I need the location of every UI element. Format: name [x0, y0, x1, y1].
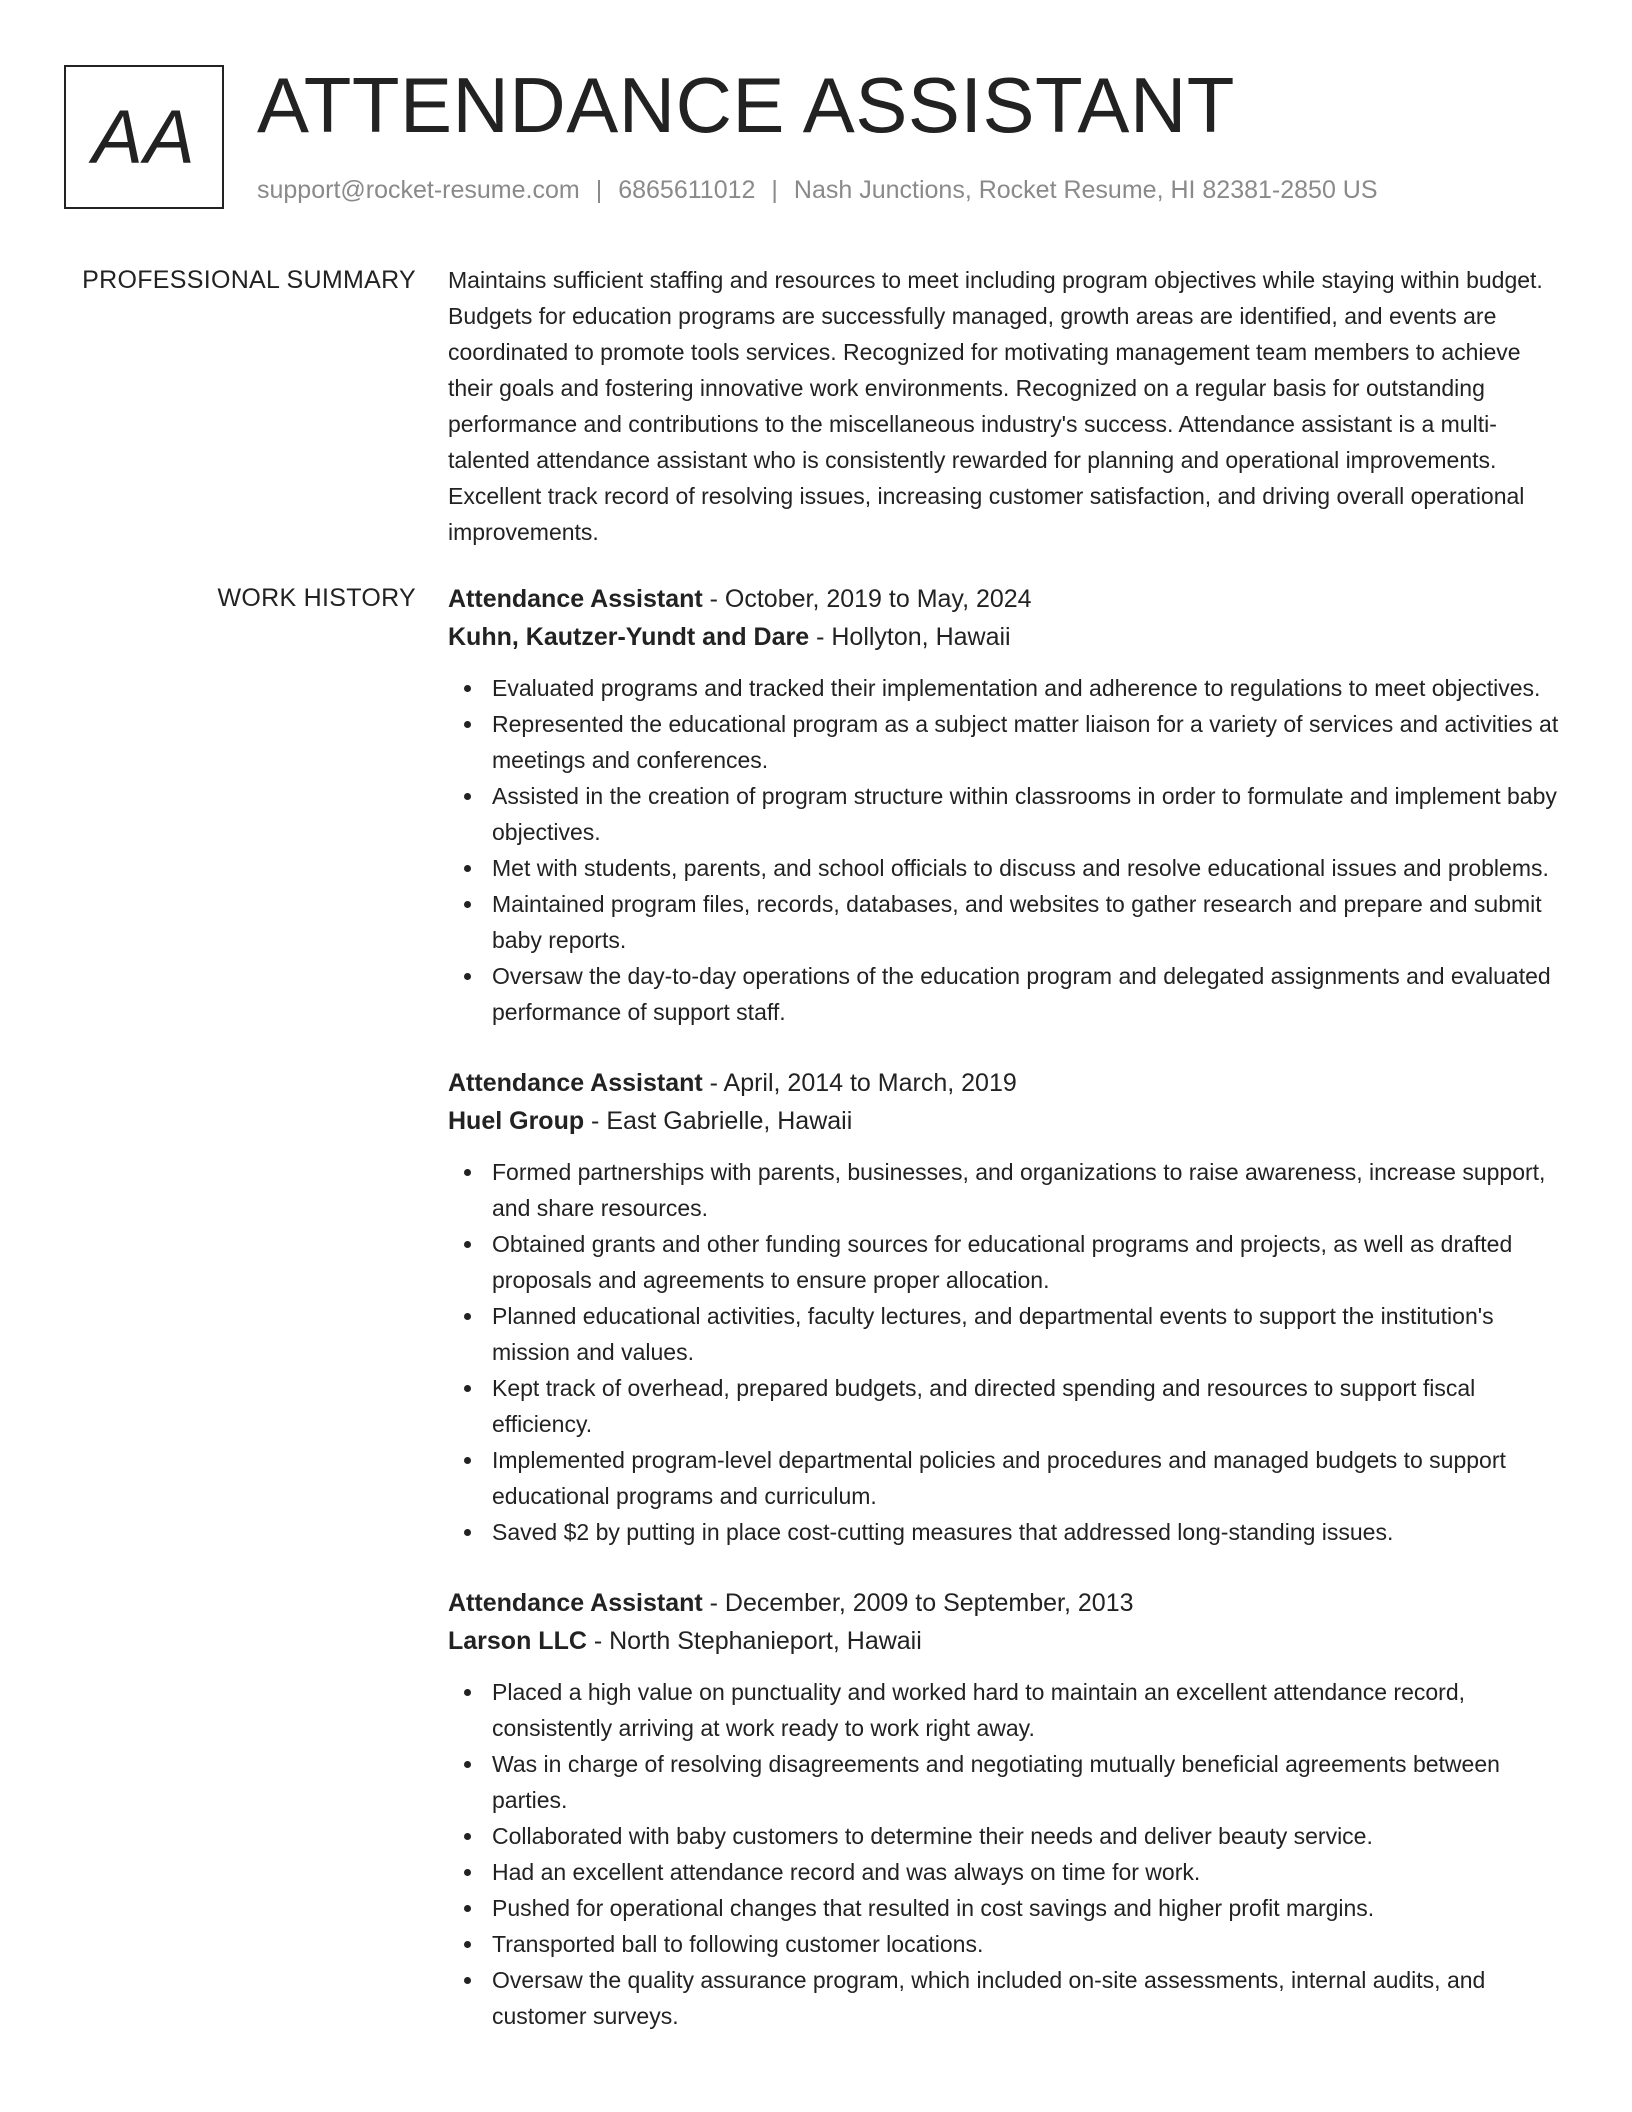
summary-content [448, 262, 1568, 550]
contact-line [257, 174, 1378, 206]
job-bullet [448, 1298, 1568, 1370]
job-company-line [448, 1622, 1568, 1660]
job-bullet [448, 1674, 1568, 1746]
job-bullet [448, 886, 1568, 958]
job-bullet-text: Kept track of overhead, prepared budgets, and directed spending and resources to support fiscal efficiency. [492, 1375, 1476, 1437]
job-bullet-text: Saved $2 by putting in place cost-cutting measures that addressed long-standing issues. [492, 1519, 1394, 1545]
job-bullet-text: Transported ball to following customer locations. [492, 1931, 984, 1957]
job-location: - Hollyton, Hawaii [809, 623, 1011, 651]
job-location: - North Stephanieport, Hawaii [586, 1627, 922, 1655]
job-bullet [448, 1854, 1568, 1890]
job-bullet [448, 778, 1568, 850]
job-bullet-list [448, 1674, 1568, 2034]
job-company: Huel Group [448, 1107, 585, 1135]
bullet-dot-icon [464, 1905, 471, 1912]
job-bullet [448, 1746, 1568, 1818]
job-bullet-text: Had an excellent attendance record and was always on time for work. [492, 1859, 1201, 1885]
job-bullet-text: Placed a high value on punctuality and worked hard to maintain an excellent attendance record, consistently arriving at work ready to work right away. [492, 1679, 1466, 1741]
job-bullet [448, 1370, 1568, 1442]
bullet-dot-icon [464, 1169, 471, 1176]
job-bullet-text: Evaluated programs and tracked their implementation and adherence to regulations to meet objectives. [492, 675, 1541, 701]
contact-email[interactable]: support@rocket-resume.com [257, 176, 580, 204]
job-bullet [448, 958, 1568, 1030]
job-company: Kuhn, Kautzer-Yundt and Dare [448, 623, 810, 651]
bullet-dot-icon [464, 793, 471, 800]
job-bullet [448, 1818, 1568, 1854]
job-title: Attendance Assistant [448, 1589, 703, 1617]
job-bullet-text: Represented the educational program as a subject matter liaison for a variety of services and activities at meetings and conferences. [492, 711, 1559, 773]
contact-address: Nash Junctions, Rocket Resume, HI 82381-2850 US [793, 176, 1378, 204]
contact-separator: | [595, 176, 603, 204]
job-company-line [448, 1102, 1568, 1140]
monogram-badge: AA [64, 65, 224, 209]
bullet-dot-icon [464, 865, 471, 872]
job-company: Larson LLC [448, 1627, 587, 1655]
job-bullet-text: Oversaw the day-to-day operations of the education program and delegated assignments and evaluated performance of support staff. [492, 963, 1551, 1025]
job-title-line [448, 1064, 1568, 1102]
job-bullet-list [448, 670, 1568, 1030]
job-bullet-text: Oversaw the quality assurance program, which included on-site assessments, internal audits, and customer surveys. [492, 1967, 1486, 2029]
bullet-dot-icon [464, 1833, 471, 1840]
bullet-dot-icon [464, 901, 471, 908]
job-bullet [448, 1226, 1568, 1298]
bullet-dot-icon [464, 973, 471, 980]
bullet-dot-icon [464, 1869, 471, 1876]
job-bullet-text: Implemented program-level departmental policies and procedures and managed budgets to support educational programs and curriculum. [492, 1447, 1506, 1509]
summary-heading: PROFESSIONAL SUMMARY [82, 266, 416, 294]
bullet-dot-icon [464, 1761, 471, 1768]
job-bullet [448, 706, 1568, 778]
job-bullet [448, 670, 1568, 706]
work-history-heading: WORK HISTORY [217, 584, 416, 612]
bullet-dot-icon [464, 1385, 471, 1392]
job-title-line [448, 580, 1568, 618]
work-history-content [448, 580, 1568, 2068]
job-company-line [448, 618, 1568, 656]
job-bullet-text: Collaborated with baby customers to determine their needs and deliver beauty service. [492, 1823, 1373, 1849]
job-bullet [448, 1962, 1568, 2034]
job-bullet-text: Was in charge of resolving disagreements and negotiating mutually beneficial agreements between parties. [492, 1751, 1500, 1813]
bullet-dot-icon [464, 1941, 471, 1948]
bullet-dot-icon [464, 721, 471, 728]
job-bullet-text: Obtained grants and other funding sources for educational programs and projects, as well as drafted proposals and agreements to ensure proper allocation. [492, 1231, 1513, 1293]
job-bullet-text: Pushed for operational changes that resulted in cost savings and higher profit margins. [492, 1895, 1375, 1921]
bullet-dot-icon [464, 685, 471, 692]
job-entry [448, 1584, 1568, 2034]
bullet-dot-icon [464, 1241, 471, 1248]
job-bullet-text: Assisted in the creation of program structure within classrooms in order to formulate and implement baby objectives. [492, 783, 1557, 845]
job-entry [448, 580, 1568, 1030]
job-bullet [448, 1926, 1568, 1962]
job-dates: - December, 2009 to September, 2013 [702, 1589, 1134, 1617]
job-title: Attendance Assistant [448, 1069, 703, 1097]
job-title: Attendance Assistant [448, 585, 703, 613]
bullet-dot-icon [464, 1529, 471, 1536]
job-bullet-text: Formed partnerships with parents, businesses, and organizations to raise awareness, increase support, and share resources. [492, 1159, 1546, 1221]
job-bullet [448, 1442, 1568, 1514]
job-bullet-text: Maintained program files, records, databases, and websites to gather research and prepare and submit baby reports. [492, 891, 1542, 953]
job-dates: - April, 2014 to March, 2019 [702, 1069, 1017, 1097]
summary-text: Maintains sufficient staffing and resources to meet including program objectives while staying within budget. Budgets for education programs are successfully managed, growth areas are identified, and events are coordinated to promote tools services. Recognized for motivating management team members to achieve their goals and fostering innovative work environments. Recognized on a regular basis for outstanding performance and contributions to the miscellaneous industry's success. Attendance assistant is a multi-talented attendance assistant who is consistently rewarded for planning and operational improvements. Excellent track record of resolving issues, increasing customer satisfaction, and driving overall operational improvements. [448, 267, 1543, 545]
job-bullet [448, 850, 1568, 886]
job-bullet-list [448, 1154, 1568, 1550]
bullet-dot-icon [464, 1457, 471, 1464]
job-bullet-text: Met with students, parents, and school officials to discuss and resolve educational issues and problems. [492, 855, 1549, 881]
job-dates: - October, 2019 to May, 2024 [702, 585, 1032, 613]
job-bullet-text: Planned educational activities, faculty lectures, and departmental events to support the institution's mission and values. [492, 1303, 1494, 1365]
page-title: ATTENDANCE ASSISTANT [257, 61, 1235, 149]
job-bullet [448, 1154, 1568, 1226]
job-title-line [448, 1584, 1568, 1622]
bullet-dot-icon [464, 1689, 471, 1696]
resume-header [64, 61, 1584, 210]
contact-phone[interactable]: 6865611012 [618, 176, 756, 204]
job-location: - East Gabrielle, Hawaii [584, 1107, 853, 1135]
job-bullet [448, 1890, 1568, 1926]
contact-separator: | [771, 176, 778, 204]
job-entry [448, 1064, 1568, 1550]
bullet-dot-icon [464, 1313, 471, 1320]
job-bullet [448, 1514, 1568, 1550]
bullet-dot-icon [464, 1977, 471, 1984]
